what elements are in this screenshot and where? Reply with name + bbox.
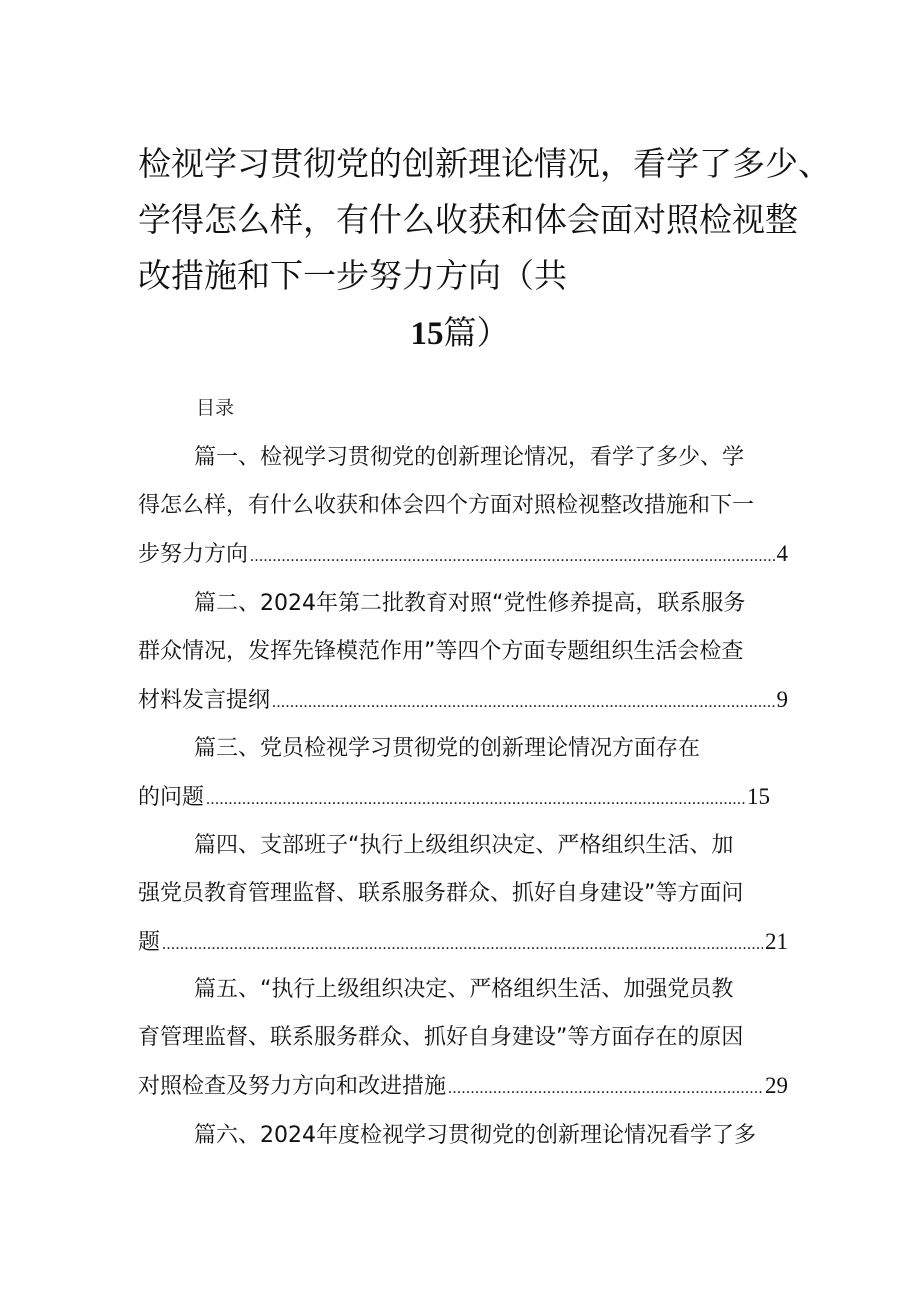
- toc-entry[interactable]: [138, 822, 788, 966]
- toc-entry[interactable]: [138, 966, 788, 1110]
- toc-entry-line: 篇四、支部班子“执行上级组织决定、严格组织生活、加: [194, 833, 734, 858]
- toc-entry-line: 育管理监督、联系服务群众、抓好自身建设”等方面存在的原因: [138, 1025, 744, 1050]
- toc-entry-last-line: [138, 773, 770, 821]
- toc-entry-line: 题: [138, 930, 161, 955]
- toc-label: 目录: [196, 397, 235, 419]
- toc-page-number: 4: [776, 541, 788, 566]
- toc-entry-line: 篇一、检视学习贯彻党的创新理论情况，看学了多少、学: [194, 445, 745, 470]
- toc-page-number: 29: [765, 1073, 788, 1098]
- toc-entry-line: 篇三、党员检视学习贯彻党的创新理论情况方面存在: [194, 736, 701, 761]
- toc-entry[interactable]: [138, 725, 788, 821]
- document-title: [138, 136, 831, 304]
- toc-entry-last-line: [138, 530, 788, 578]
- toc-entry[interactable]: [138, 1112, 788, 1160]
- toc-entry[interactable]: [138, 580, 788, 724]
- title-line: 学得怎么样，有什么收获和体会面对照检视整: [138, 200, 798, 239]
- leader-dots: [250, 533, 774, 578]
- toc-entry-line: 对照检查及努力方向和改进措施: [138, 1074, 447, 1099]
- title-line: 改措施和下一步努力方向（共: [138, 256, 567, 295]
- toc-entry-last-line: [138, 918, 788, 966]
- title-count-suffix: 篇）: [443, 313, 510, 352]
- toc-page-number: 21: [765, 929, 788, 954]
- toc-entry-line: 材料发言提纲: [138, 688, 271, 713]
- leader-dots: [162, 921, 763, 966]
- toc-entry-last-line: [138, 676, 788, 724]
- toc-entry-line: 群众情况，发挥先锋模范作用”等四个方面专题组织生活会检查: [138, 639, 744, 664]
- toc-entry-line: 篇二、2024年第二批教育对照“党性修养提高，联系服务: [194, 591, 746, 616]
- title-count: [0, 308, 920, 359]
- toc-entry-line: 得怎么样，有什么收获和体会四个方面对照检视整改措施和下一: [138, 493, 755, 518]
- toc-entry-line: 篇六、2024年度检视学习贯彻党的创新理论情况看学了多: [194, 1123, 756, 1148]
- toc-entry-line: 篇五、“执行上级组织决定、严格组织生活、加强党员教: [194, 977, 734, 1002]
- toc-entry-line: 步努力方向: [138, 542, 249, 567]
- toc-entry[interactable]: [138, 434, 788, 578]
- toc-page-number: 15: [747, 784, 770, 809]
- title-line: 检视学习贯彻党的创新理论情况，看学了多少、: [138, 144, 831, 183]
- title-count-number: 15: [410, 316, 444, 352]
- leader-dots: [448, 1065, 763, 1110]
- toc-entry-line: 的问题: [138, 785, 205, 810]
- toc-page-number: 9: [776, 687, 788, 712]
- toc-entry-last-line: [138, 1062, 788, 1110]
- toc-entry-line: 强党员教育管理监督、联系服务群众、抓好自身建设”等方面问: [138, 881, 744, 906]
- leader-dots: [206, 776, 745, 821]
- leader-dots: [272, 679, 774, 724]
